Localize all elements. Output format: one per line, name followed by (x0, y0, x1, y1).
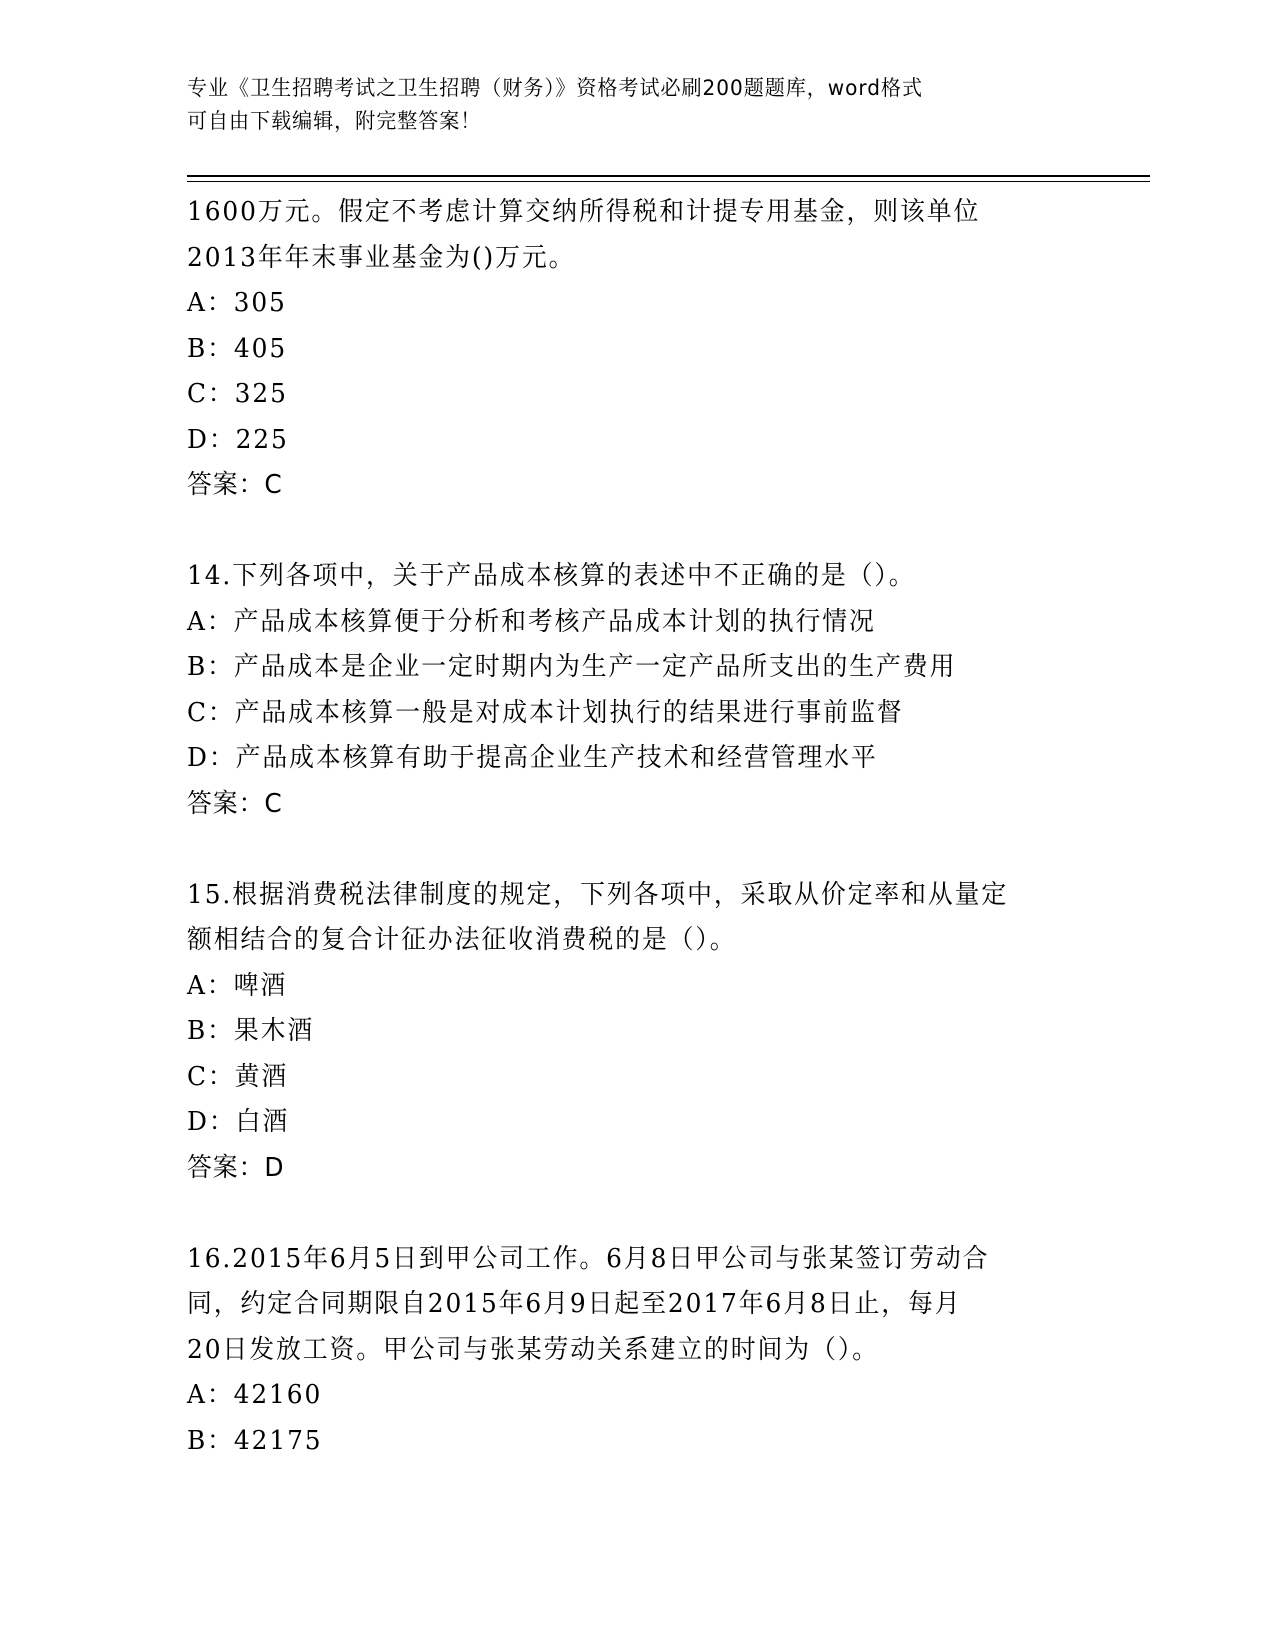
option-a: A：42160 (187, 1380, 323, 1410)
question-stem-line: 同，约定合同期限自2015年6月9日起至2017年6月8日止，每月 (187, 1289, 962, 1319)
option-c: C：黄酒 (187, 1061, 289, 1092)
question-stem-line: 20日发放工资。甲公司与张某劳动关系建立的时间为（）。 (187, 1334, 879, 1365)
option-a: A：305 (187, 288, 287, 318)
option-b: B：42175 (187, 1425, 323, 1456)
option-d: D：白酒 (187, 1107, 290, 1137)
header-divider-thin (187, 181, 1150, 182)
question-14 (187, 554, 1087, 827)
question-stem-line: 1600万元。假定不考虑计算交纳所得税和计提专用基金，则该单位 (187, 197, 981, 227)
option-b: B：产品成本是企业一定时期内为生产一定产品所支出的生产费用 (187, 652, 957, 682)
option-a: A：啤酒 (187, 970, 288, 1001)
question-stem-line: 2013年年末事业基金为()万元。 (187, 242, 576, 273)
header-line-1: 专业《卫生招聘考试之卫生招聘（财务）》资格考试必刷200题题库，word格式 (187, 76, 923, 100)
question-16 (187, 1237, 1087, 1465)
header-line-2: 可自由下载编辑，附完整答案！ (187, 109, 482, 133)
question-stem-line: 15.根据消费税法律制度的规定，下列各项中，采取从价定率和从量定 (187, 879, 1009, 910)
answer: 答案：D (187, 1152, 285, 1183)
question-stem-line: 额相结合的复合计征办法征收消费税的是（）。 (187, 925, 737, 955)
spacer (187, 827, 1087, 873)
option-d: D：产品成本核算有助于提高企业生产技术和经营管理水平 (187, 743, 878, 773)
document-header (187, 72, 1087, 138)
answer: 答案：C (187, 788, 283, 819)
answer: 答案：C (187, 470, 283, 500)
question-15 (187, 873, 1087, 1192)
question-list (187, 190, 1087, 1464)
spacer (187, 1191, 1087, 1237)
option-d: D：225 (187, 424, 289, 455)
option-a: A：产品成本核算便于分析和考核产品成本计划的执行情况 (187, 606, 876, 637)
question-stem-line: 14.下列各项中，关于产品成本核算的表述中不正确的是（）。 (187, 561, 916, 591)
question-13 (187, 190, 1087, 509)
header-divider-thick (187, 175, 1150, 177)
option-b: B：405 (187, 333, 288, 364)
option-c: C：产品成本核算一般是对成本计划执行的结果进行事前监督 (187, 697, 904, 728)
option-b: B：果木酒 (187, 1016, 315, 1046)
question-stem-line: 16.2015年6月5日到甲公司工作。6月8日甲公司与张某签订劳动合 (187, 1243, 990, 1274)
option-c: C：325 (187, 379, 288, 409)
spacer (187, 509, 1087, 555)
